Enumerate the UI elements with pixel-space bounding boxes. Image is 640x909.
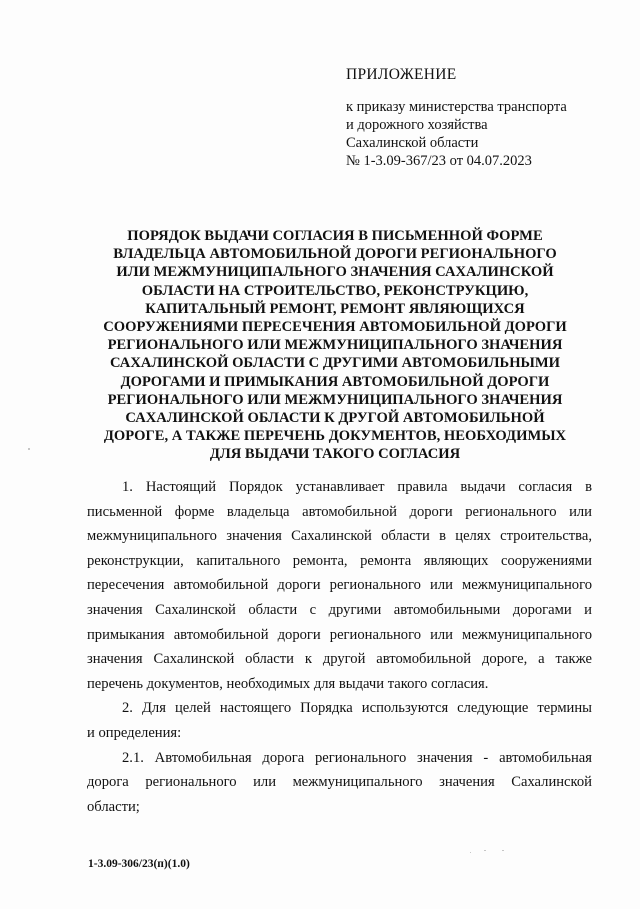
paragraph-line: значения Сахалинской области к другой автомобильной дороге, а также <box>87 651 592 668</box>
scan-speck <box>28 448 30 450</box>
paragraph-line: реконструкции, капитального ремонта, ремонта являющих сооружениями <box>87 552 592 569</box>
paragraph-line: 2.1. Автомобильная дорога регионального значения - автомобильная <box>122 749 592 766</box>
title-line: КАПИТАЛЬНЫЙ РЕМОНТ, РЕМОНТ ЯВЛЯЮЩИХСЯ <box>145 300 525 317</box>
title-line: ДОРОГЕ, А ТАКЖЕ ПЕРЕЧЕНЬ ДОКУМЕНТОВ, НЕОБХОДИМЫХ <box>103 428 567 445</box>
paragraph-line: и определения: <box>87 724 182 741</box>
title-line: ДОРОГАМИ И ПРИМЫКАНИЯ АВТОМОБИЛЬНОЙ ДОРОГИ <box>120 373 550 390</box>
appendix-order-number: № 1-3.09-367/23 от 04.07.2023 <box>346 153 532 169</box>
paragraph-line: письменной форме владельца автомобильной дороги регионального или <box>87 503 592 520</box>
appendix-line: и дорожного хозяйства <box>346 117 488 133</box>
title-line: РЕГИОНАЛЬНОГО ИЛИ МЕЖМУНИЦИПАЛЬНОГО ЗНАЧЕНИЯ <box>107 391 563 408</box>
paragraph-line: 1. Настоящий Порядок устанавливает правила выдачи согласия в <box>122 479 592 495</box>
paragraph-line: значения Сахалинской области с другими автомобильными дорогами и <box>87 601 592 618</box>
scan-speck <box>484 850 486 851</box>
paragraph-line: пересечения автомобильной дороги регионального или межмуниципального <box>87 577 592 594</box>
paragraph-line: 2. Для целей настоящего Порядка используются следующие термины <box>122 700 592 717</box>
paragraph-2-1 <box>87 746 592 820</box>
appendix-title: ПРИЛОЖЕНИЕ <box>346 66 457 83</box>
scan-speck <box>470 852 471 853</box>
paragraph-line: области; <box>87 798 140 815</box>
document-body <box>87 475 592 819</box>
title-line: ПОРЯДОК ВЫДАЧИ СОГЛАСИЯ В ПИСЬМЕННОЙ ФОРМЕ <box>127 228 543 244</box>
paragraph-1 <box>87 475 592 696</box>
document-title <box>80 227 590 464</box>
appendix-block <box>346 66 606 170</box>
title-line: ОБЛАСТИ НА СТРОИТЕЛЬСТВО, РЕКОНСТРУКЦИЮ, <box>141 282 529 299</box>
title-line: САХАЛИНСКОЙ ОБЛАСТИ С ДРУГИМИ АВТОМОБИЛЬНЫМИ <box>109 355 561 372</box>
paragraph-line: дорога регионального или межмуниципального значения Сахалинской <box>87 774 592 791</box>
paragraph-2 <box>87 696 592 745</box>
appendix-line: к приказу министерства транспорта <box>346 99 567 115</box>
document-code: 1-3.09-306/23(п)(1.0) <box>88 858 190 870</box>
title-line: ДЛЯ ВЫДАЧИ ТАКОГО СОГЛАСИЯ <box>209 446 461 463</box>
title-line: ИЛИ МЕЖМУНИЦИПАЛЬНОГО ЗНАЧЕНИЯ САХАЛИНСКОЙ <box>116 264 554 281</box>
paragraph-line: перечень документов, необходимых для выдачи такого согласия. <box>87 675 489 692</box>
title-line: САХАЛИНСКОЙ ОБЛАСТИ К ДРУГОЙ АВТОМОБИЛЬНОЙ <box>125 410 545 427</box>
appendix-line: Сахалинской области <box>346 135 479 151</box>
paragraph-line: межмуниципального значения Сахалинской области в целях строительства, <box>87 528 592 545</box>
title-line: ВЛАДЕЛЬЦА АВТОМОБИЛЬНОЙ ДОРОГИ РЕГИОНАЛЬНОГО <box>113 246 557 263</box>
scan-speck <box>502 850 504 851</box>
title-line: СООРУЖЕНИЯМИ ПЕРЕСЕЧЕНИЯ АВТОМОБИЛЬНОЙ ДОРОГИ <box>103 319 567 336</box>
paragraph-line: примыкания автомобильной дороги регионального или межмуниципального <box>87 626 592 643</box>
title-line: РЕГИОНАЛЬНОГО ИЛИ МЕЖМУНИЦИПАЛЬНОГО ЗНАЧЕНИЯ <box>107 337 563 354</box>
